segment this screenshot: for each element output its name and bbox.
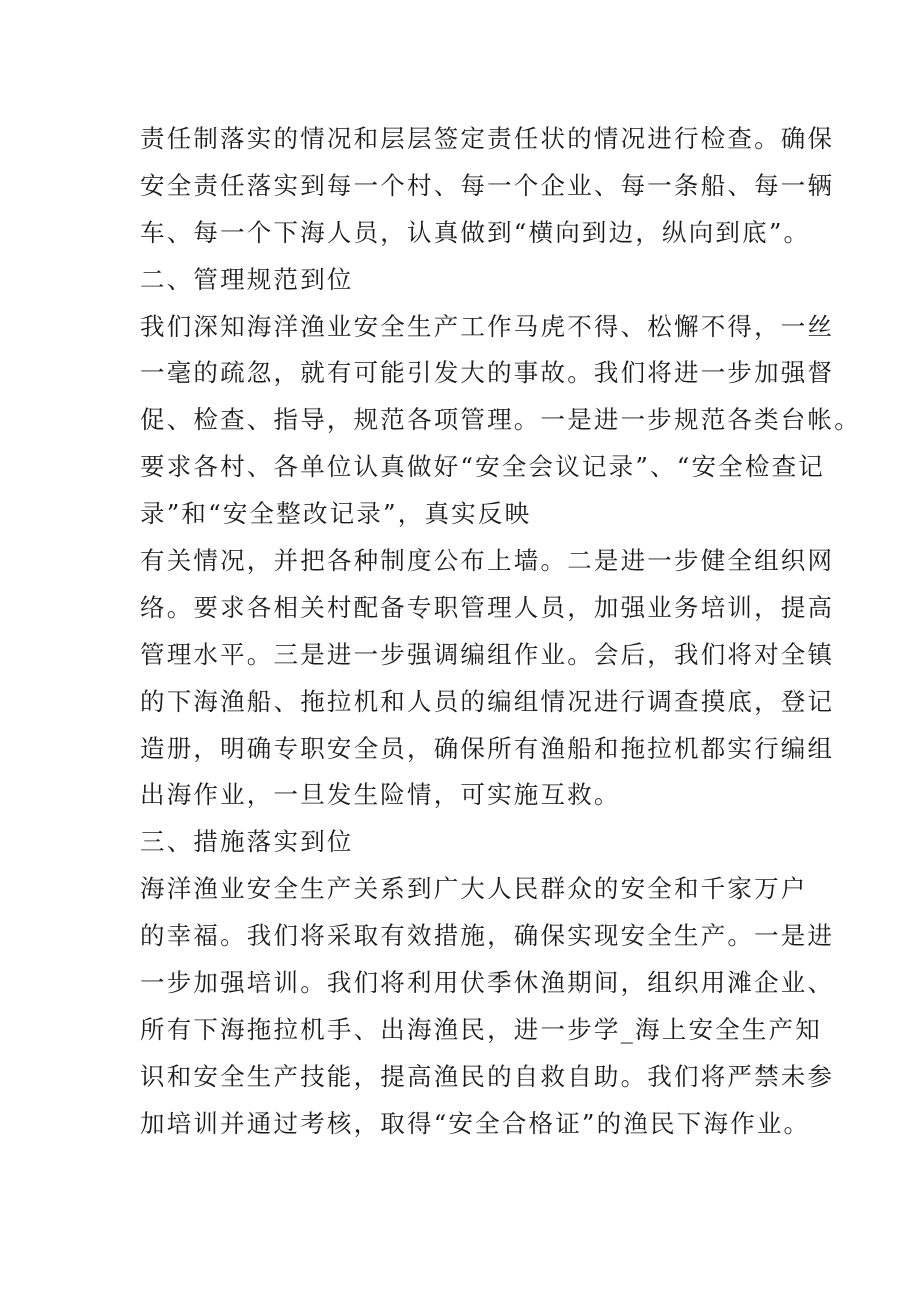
paragraph-line: 促、检查、指导，规范各项管理。一是进一步规范各类台帐。 [140,405,861,435]
paragraph-line: 车、每一个下海人员，认真做到“横向到边，纵向到底”。 [140,217,811,247]
paragraph-line: 一步加强培训。我们将利用伏季休渔期间，组织用滩企业、 [140,968,835,998]
paragraph-line: 管理水平。三是进一步强调编组作业。会后，我们将对全镇 [140,639,835,669]
paragraph-line: 造册，明确专职安全员，确保所有渔船和拖拉机都实行编组 [140,733,835,763]
section-heading: 二、管理规范到位 [140,264,354,294]
paragraph-line: 海洋渔业安全生产关系到广大人民群众的安全和千家万户 [140,874,808,904]
section-heading: 三、措施落实到位 [140,827,354,857]
paragraph-line: 录”和“安全整改记录”，真实反映 [140,499,532,529]
paragraph-line: 责任制落实的情况和层层签定责任状的情况进行检查。确保 [140,124,835,153]
paragraph-line: 有关情况，并把各种制度公布上墙。二是进一步健全组织网 [140,546,835,576]
paragraph-line: 识和安全生产技能，提高渔民的自救自助。我们将严禁未参 [140,1061,835,1091]
paragraph-line: 加培训并通过考核，取得“安全合格证”的渔民下海作业。 [140,1108,811,1138]
paragraph-line: 一毫的疏忽，就有可能引发大的事故。我们将进一步加强督 [140,358,835,388]
paragraph-line: 的幸福。我们将采取有效措施，确保实现安全生产。一是进 [140,921,835,951]
paragraph-line: 安全责任落实到每一个村、每一个企业、每一条船、每一辆 [140,170,835,200]
paragraph-line: 我们深知海洋渔业安全生产工作马虎不得、松懈不得，一丝 [140,311,835,341]
paragraph-line: 要求各村、各单位认真做好“安全会议记录”、“安全检查记 [140,452,825,482]
document-body [140,116,861,1148]
paragraph-line: 的下海渔船、拖拉机和人员的编组情况进行调查摸底，登记 [140,686,835,716]
paragraph-line: 络。要求各相关村配备专职管理人员，加强业务培训，提高 [140,592,835,622]
paragraph-line: 所有下海拖拉机手、出海渔民，进一步学_海上安全生产知 [140,1014,822,1044]
paragraph-line: 出海作业，一旦发生险情，可实施互救。 [140,780,621,810]
